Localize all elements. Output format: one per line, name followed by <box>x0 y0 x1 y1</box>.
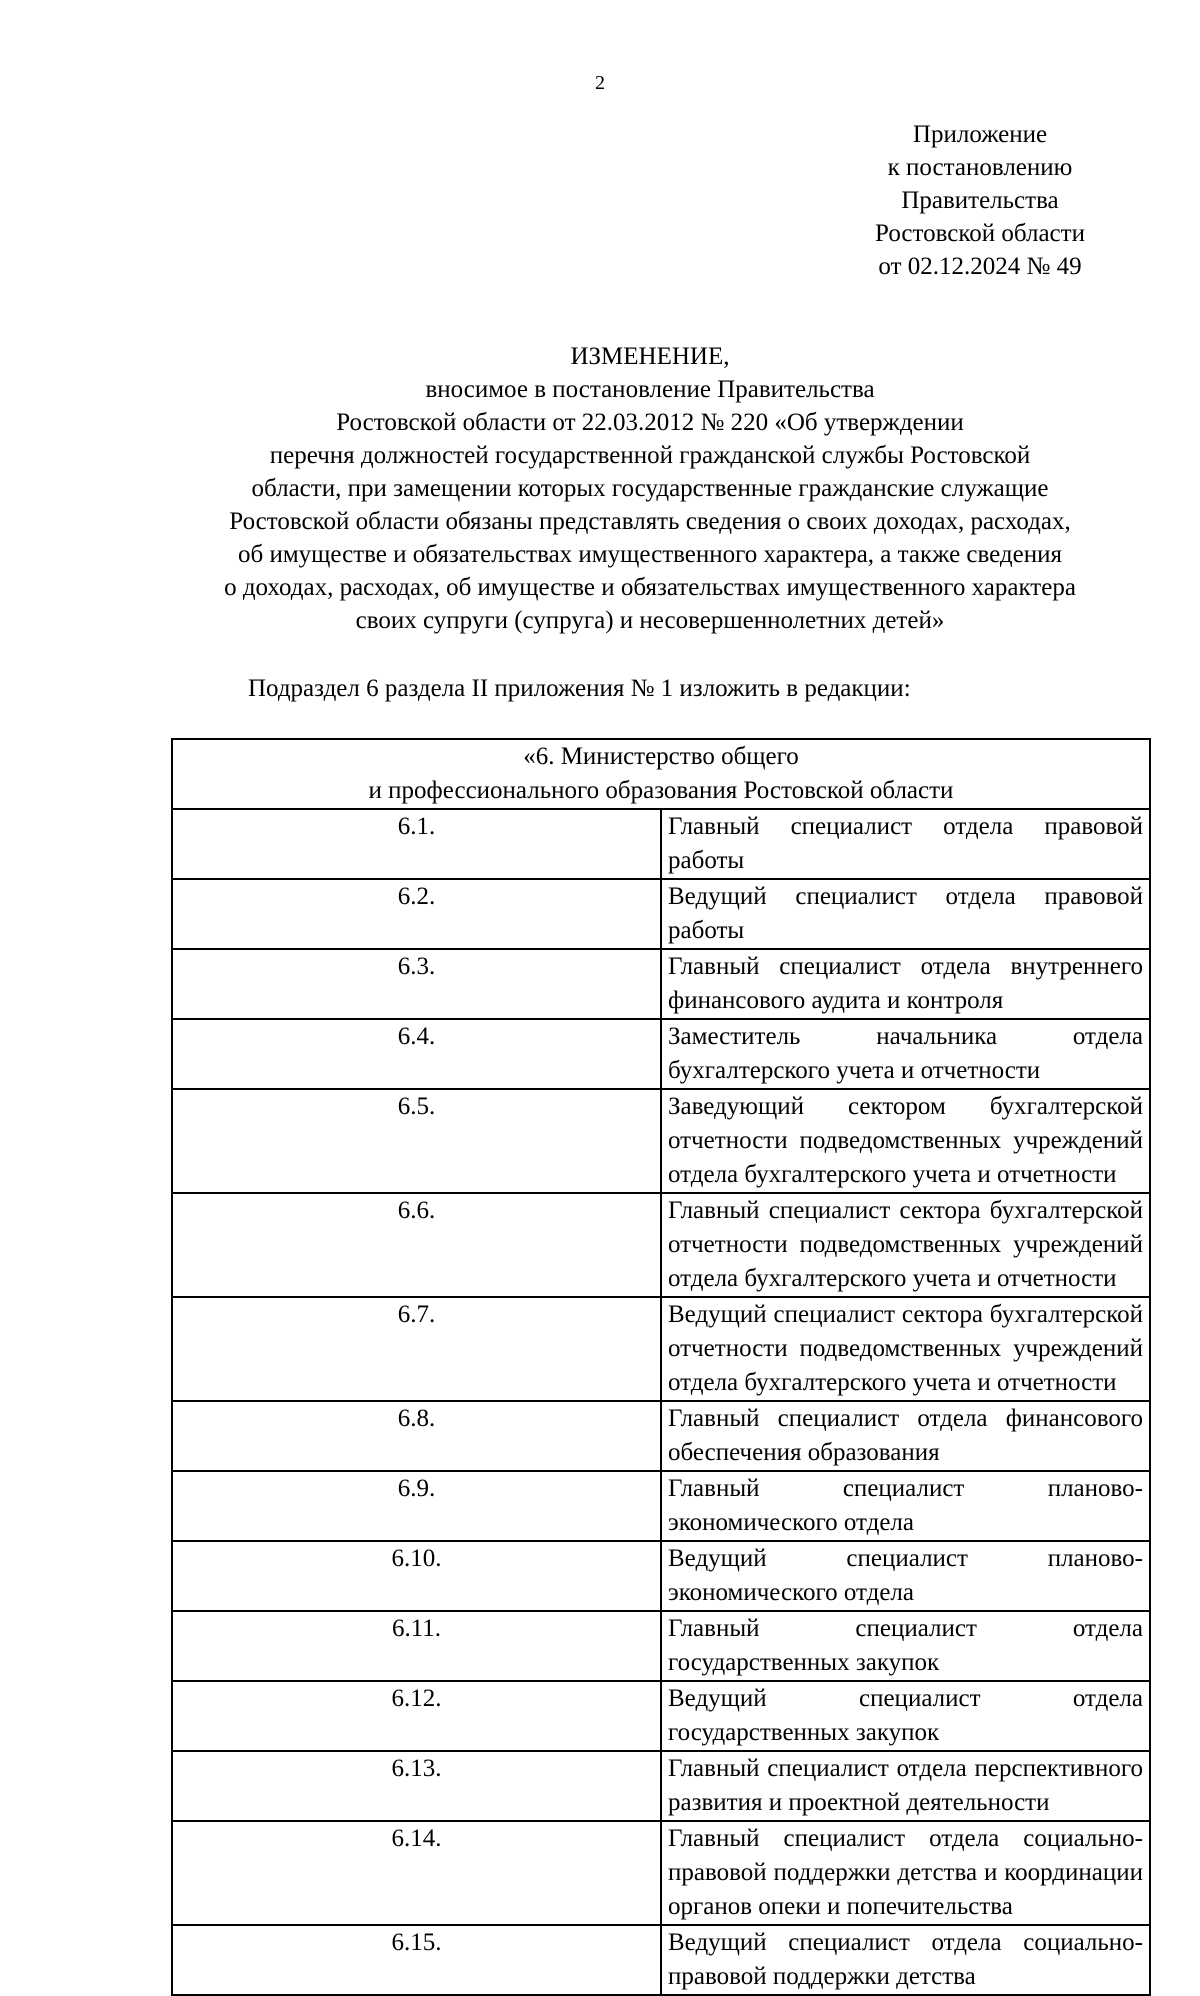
table-row <box>172 1401 1150 1471</box>
row-position-title: Главный специалист сектора бухгалтерской отчетности подведомственных учреждений отдела бухгалтерского учета и отчетности <box>661 1193 1150 1297</box>
table-header-line: «6. Министерство общего <box>523 743 799 770</box>
appendix-line: от 02.12.2024 № 49 <box>878 253 1082 280</box>
table-row <box>172 879 1150 949</box>
row-number: 6.12. <box>172 1681 661 1751</box>
title-line: об имуществе и обязательствах имущественного характера, а также сведения <box>237 541 1063 568</box>
table-row <box>172 809 1150 879</box>
page-number: 2 <box>595 72 605 94</box>
row-position-title: Главный специалист отдела государственных закупок <box>661 1611 1150 1681</box>
row-position-title: Ведущий специалист сектора бухгалтерской отчетности подведомственных учреждений отдела бухгалтерского учета и отчетности <box>661 1297 1150 1401</box>
row-position-title: Заместитель начальника отдела бухгалтерского учета и отчетности <box>661 1019 1150 1089</box>
row-number: 6.15. <box>172 1925 661 1995</box>
positions-table <box>171 738 1151 1996</box>
table-row <box>172 1611 1150 1681</box>
row-number: 6.9. <box>172 1471 661 1541</box>
appendix-line: Ростовской области <box>875 220 1085 247</box>
row-number: 6.4. <box>172 1019 661 1089</box>
row-number: 6.10. <box>172 1541 661 1611</box>
table-row <box>172 1925 1150 1995</box>
table-row <box>172 1821 1150 1925</box>
row-position-title: Главный специалист отдела правовой работы <box>661 809 1150 879</box>
row-number: 6.11. <box>172 1611 661 1681</box>
row-position-title: Главный специалист отдела финансового обеспечения образования <box>661 1401 1150 1471</box>
table-row <box>172 1019 1150 1089</box>
row-position-title: Ведущий специалист планово-экономического отдела <box>661 1541 1150 1611</box>
document-title <box>160 340 1140 637</box>
appendix-line: к постановлению <box>887 154 1073 181</box>
title-line: своих супруги (супруга) и несовершеннолетних детей» <box>355 607 945 634</box>
title-line: вносимое в постановление Правительства <box>425 376 875 403</box>
title-line: перечня должностей государственной гражданской службы Ростовской <box>269 442 1031 469</box>
row-position-title: Заведующий сектором бухгалтерской отчетности подведомственных учреждений отдела бухгалтерского учета и отчетности <box>661 1089 1150 1193</box>
table-row <box>172 1541 1150 1611</box>
row-number: 6.2. <box>172 879 661 949</box>
row-number: 6.6. <box>172 1193 661 1297</box>
title-line: области, при замещении которых государственные гражданские служащие <box>251 475 1049 502</box>
row-position-title: Главный специалист отдела внутреннего финансового аудита и контроля <box>661 949 1150 1019</box>
row-position-title: Главный специалист планово-экономического отдела <box>661 1471 1150 1541</box>
row-number: 6.1. <box>172 809 661 879</box>
row-number: 6.8. <box>172 1401 661 1471</box>
row-position-title: Главный специалист отдела социально-правовой поддержки детства и координации органов опеки и попечительства <box>661 1821 1150 1925</box>
appendix-line: Приложение <box>912 121 1048 148</box>
row-position-title: Ведущий специалист отдела государственных закупок <box>661 1681 1150 1751</box>
appendix-block <box>820 118 1140 283</box>
title-heading: ИЗМЕНЕНИЕ, <box>570 343 730 370</box>
table-row <box>172 1089 1150 1193</box>
table-row <box>172 1751 1150 1821</box>
title-line: о доходах, расходах, об имуществе и обязательствах имущественного характера <box>224 574 1076 601</box>
table-row <box>172 1297 1150 1401</box>
row-number: 6.14. <box>172 1821 661 1925</box>
row-number: 6.13. <box>172 1751 661 1821</box>
row-number: 6.5. <box>172 1089 661 1193</box>
table-header-row <box>172 739 1150 809</box>
title-line: Ростовской области обязаны представлять сведения о своих доходах, расходах, <box>229 508 1071 535</box>
title-line: Ростовской области от 22.03.2012 № 220 «Об утверждении <box>336 409 964 436</box>
row-position-title: Ведущий специалист отдела социально-правовой поддержки детства <box>661 1925 1150 1995</box>
table-row <box>172 1681 1150 1751</box>
intro-paragraph: Подраздел 6 раздела II приложения № 1 изложить в редакции: <box>248 675 911 702</box>
table-header-line: и профессионального образования Ростовской области <box>368 777 954 804</box>
row-number: 6.3. <box>172 949 661 1019</box>
row-number: 6.7. <box>172 1297 661 1401</box>
table-row <box>172 1471 1150 1541</box>
table-row <box>172 949 1150 1019</box>
table-row <box>172 1193 1150 1297</box>
row-position-title: Главный специалист отдела перспективного развития и проектной деятельности <box>661 1751 1150 1821</box>
table-header-cell <box>172 739 1150 809</box>
appendix-line: Правительства <box>901 187 1059 214</box>
row-position-title: Ведущий специалист отдела правовой работы <box>661 879 1150 949</box>
